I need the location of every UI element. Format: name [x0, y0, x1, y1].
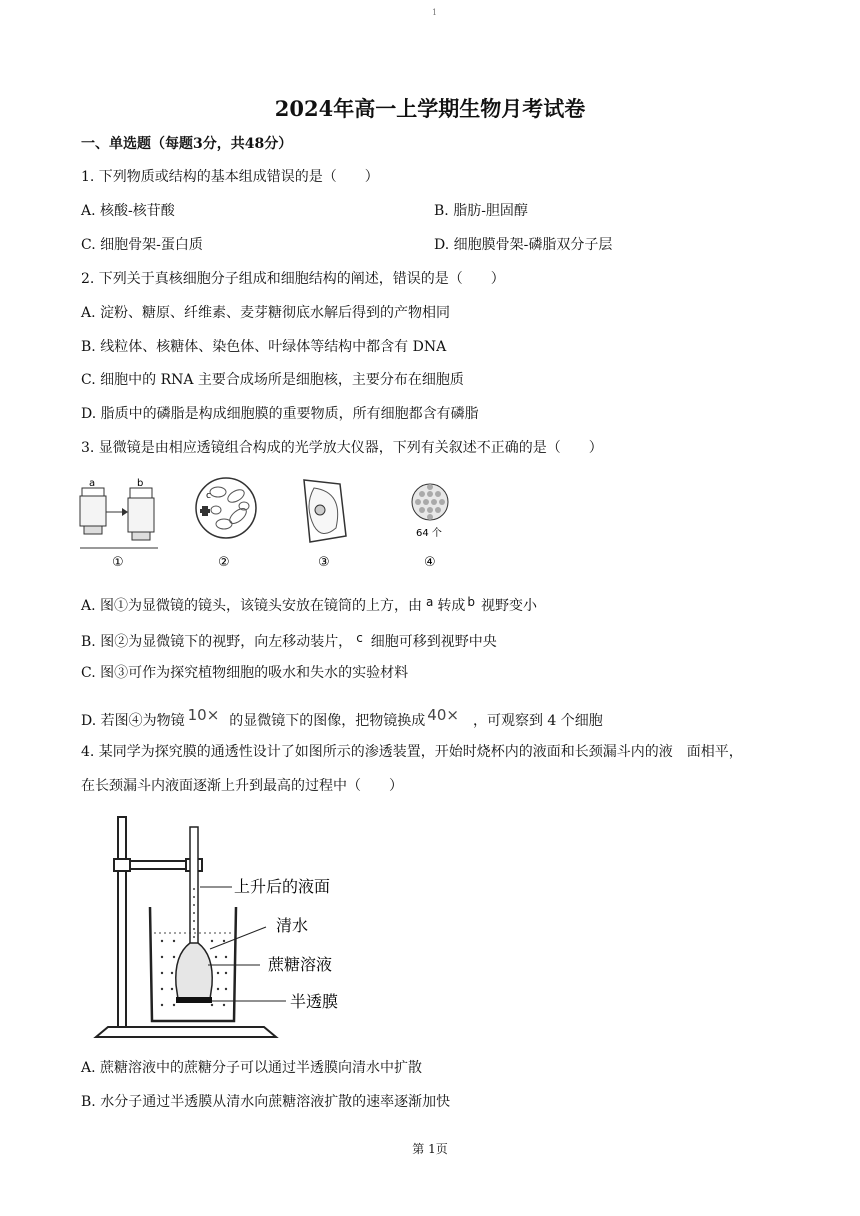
semipermeable-membrane — [176, 997, 212, 1003]
label-clear-water: 清水 — [276, 916, 309, 935]
header-mark: 1 — [432, 8, 438, 17]
fig-label-c: c — [206, 491, 211, 501]
q4-option-b: B. 水分子通过半透膜从清水向蔗糖溶液扩散的速率逐渐加快 — [81, 1094, 451, 1110]
label-sucrose-solution: 蔗糖溶液 — [268, 955, 333, 974]
q1-option-c: C. 细胞骨架-蛋白质 — [81, 237, 203, 253]
funnel-tube — [190, 827, 198, 945]
page-footer: 第 1页 — [412, 1142, 448, 1156]
q1-stem: 1. 下列物质或结构的基本组成错误的是（ ） — [81, 169, 379, 185]
q3-option-c: C. 图③可作为探究植物细胞的吸水和失水的实验材料 — [81, 665, 409, 681]
fig-count-label: 64 个 — [416, 528, 442, 539]
stand-rod — [118, 817, 126, 1029]
q2-option-b: B. 线粒体、核糖体、染色体、叶绿体等结构中都含有 DNA — [81, 339, 447, 355]
fig-num-1: ① — [112, 555, 124, 570]
label-raised-level: 上升后的液面 — [234, 877, 331, 896]
fig-label-b: b — [137, 478, 144, 489]
q3-option-d: D. 若图④为物镜 10× 的显微镜下的图像，把物镜换成 40× ，可观察到 4 个细胞 — [81, 706, 603, 729]
fig-num-2: ② — [218, 555, 230, 570]
objective-lens-a — [80, 488, 106, 534]
fig-num-3: ③ — [318, 555, 330, 570]
q4-option-a: A. 蔗糖溶液中的蔗糖分子可以通过半透膜向清水中扩散 — [81, 1060, 423, 1076]
q4-stem-line1: 4. 某同学为探究膜的通透性设计了如图所示的渗透装置，开始时烧杯内的液面和长颈漏斗内的液 面相平， — [81, 744, 743, 760]
section-heading: 一、单选题（每题3分，共48分） — [81, 136, 293, 152]
label-membrane: 半透膜 — [290, 992, 339, 1011]
q3-option-b: B. 图②为显微镜下的视野，向左移动装片， c 细胞可移到视野中央 — [81, 631, 497, 650]
q1-option-a: A. 核酸-核苷酸 — [81, 203, 175, 219]
q4-stem-line2: 在长颈漏斗内液面逐渐上升到最高的过程中（ ） — [81, 778, 403, 794]
q2-option-c: C. 细胞中的 RNA 主要合成场所是细胞核，主要分布在细胞质 — [81, 372, 464, 388]
funnel-bulb — [176, 943, 212, 999]
q2-option-d: D. 脂质中的磷脂是构成细胞膜的重要物质，所有细胞都含有磷脂 — [81, 406, 479, 422]
fig-num-4: ④ — [424, 555, 436, 570]
fig-label-a: a — [89, 478, 96, 489]
q3-microscope-figure — [78, 474, 468, 570]
q3-stem: 3. 显微镜是由相应透镜组合构成的光学放大仪器，下列有关叙述不正确的是（ ） — [81, 440, 603, 456]
q2-stem: 2. 下列关于真核细胞分子组成和细胞结构的阐述，错误的是（ ） — [81, 271, 505, 287]
stand-base — [96, 1027, 276, 1037]
q2-option-a: A. 淀粉、糖原、纤维素、麦芽糖彻底水解后得到的产物相同 — [81, 305, 451, 321]
q3-option-a: A. 图①为显微镜的镜头，该镜头安放在镜筒的上方，由 a 转成 b 视野变小 — [81, 595, 537, 614]
q1-option-b: B. 脂肪-胆固醇 — [434, 203, 528, 219]
objective-lens-b — [128, 488, 154, 540]
q4-osmosis-figure — [90, 815, 380, 1040]
q1-option-d: D. 细胞膜骨架-磷脂双分子层 — [434, 237, 613, 253]
page-title: 2024年高一上学期生物月考试卷 — [274, 96, 586, 121]
